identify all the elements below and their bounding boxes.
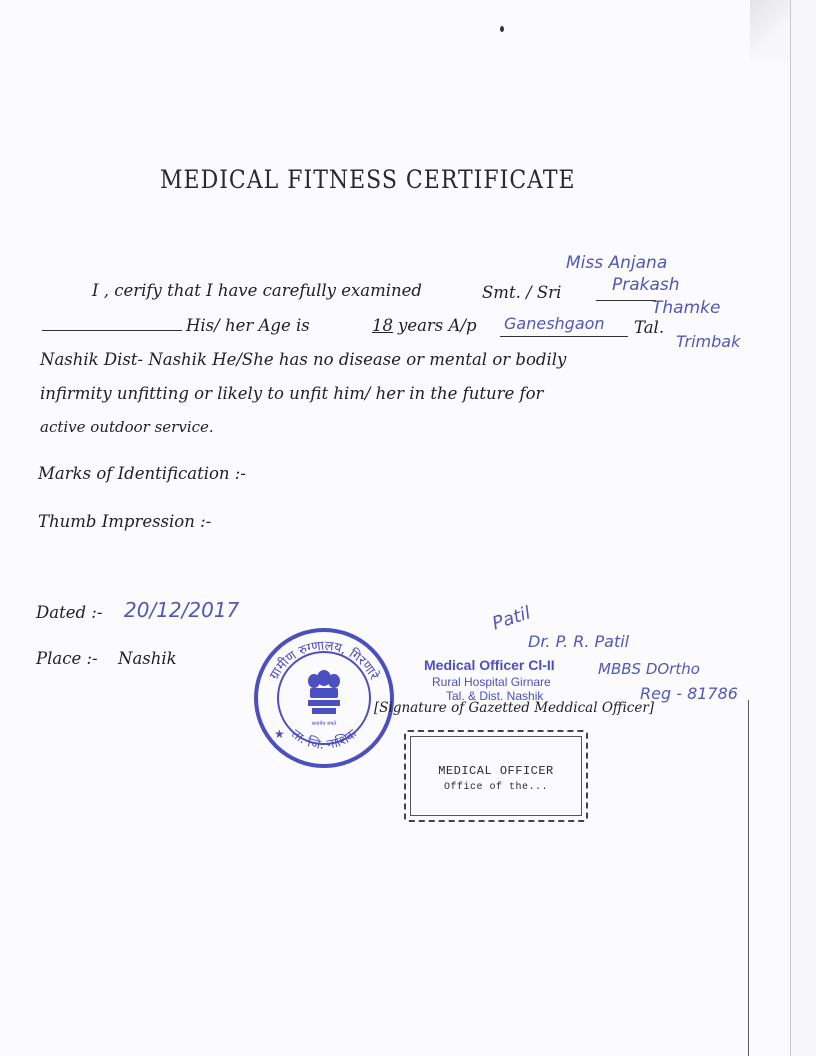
handwritten-name-1: Miss Anjana <box>566 253 668 273</box>
round-hospital-seal <box>252 626 396 770</box>
place-label: Place :- <box>36 649 98 668</box>
page-crease-line <box>748 700 749 1056</box>
rectangular-officer-stamp <box>404 730 588 822</box>
years-ap-label: years A/p <box>398 316 477 335</box>
handwritten-qualification: MBBS DOrtho <box>598 660 700 678</box>
thumb-impression-label: Thumb Impression :- <box>38 512 212 531</box>
name-blank-line <box>596 300 656 301</box>
certificate-title: MEDICAL FITNESS CERTIFICATE <box>160 166 576 195</box>
name-continuation-blank <box>42 330 182 331</box>
handwritten-reg-no: Reg - 81786 <box>640 684 738 703</box>
emblem-motto: सत्यमेव जयते <box>311 721 337 727</box>
seal-text-bottom: ता. जि. नाशिक <box>288 726 360 753</box>
officer-stamp-line-3: Tal. & Dist. Nashik <box>446 689 544 703</box>
officer-stamp-line-2: Rural Hospital Girnare <box>432 675 551 689</box>
rect-stamp-line-2: Office of the... <box>443 782 548 793</box>
page-fold <box>750 0 790 60</box>
handwritten-date: 20/12/2017 <box>124 598 240 622</box>
rect-stamp-line-1: MEDICAL OFFICER <box>438 764 554 778</box>
officer-stamp-line-1: Medical Officer Cl-II <box>424 657 555 673</box>
handwritten-village: Ganeshgaon <box>504 314 605 333</box>
pronoun-age-label: His/ her Age is <box>186 316 310 335</box>
body-line-4: infirmity unfitting or likely to unfit him/ her in the future for <box>40 384 544 403</box>
village-blank-line <box>500 336 628 337</box>
handwritten-signature: Patil <box>489 602 534 635</box>
handwritten-doctor-name: Dr. P. R. Patil <box>528 632 630 651</box>
place-value: Nashik <box>118 649 177 668</box>
tal-label: Tal. <box>634 318 665 337</box>
salutation: Smt. / Sri <box>482 283 562 302</box>
body-line-1: I , cerify that I have carefully examined <box>92 281 422 300</box>
age-value: 18 <box>372 316 393 335</box>
handwritten-taluka: Trimbak <box>676 332 741 351</box>
svg-text:ता. जि. नाशिक <box>288 726 361 753</box>
paper-speck <box>500 26 504 32</box>
seal-text-top: ग्रामीण रुग्णालय, गिरणारे <box>267 638 382 683</box>
seal-star-icon: ★ <box>274 727 285 741</box>
marks-of-identification-label: Marks of Identification :- <box>38 464 246 483</box>
body-line-5: active outdoor service. <box>40 418 214 436</box>
signature-caption: [Signature of Gazetted Meddical Officer] <box>374 700 655 716</box>
body-line-3: Nashik Dist- Nashik He/She has no disease or mental or bodily <box>40 350 567 369</box>
handwritten-name-3: Thamke <box>652 298 721 318</box>
ashoka-emblem-icon <box>308 670 340 714</box>
handwritten-name-2: Prakash <box>612 275 680 295</box>
dated-label: Dated :- <box>36 603 103 622</box>
